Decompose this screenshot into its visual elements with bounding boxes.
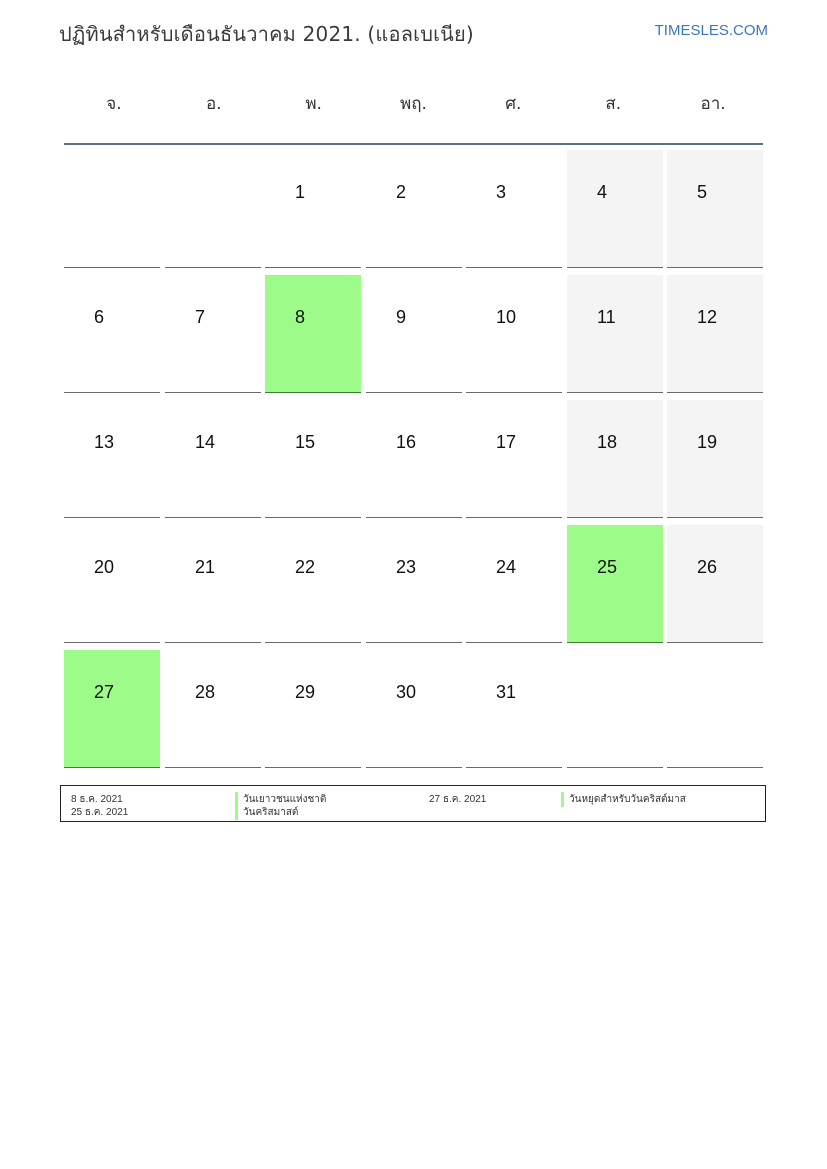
day-number: 31	[496, 682, 517, 702]
calendar-day-holiday[interactable]	[567, 525, 663, 643]
legend-date: 27 ธ.ค. 2021	[429, 794, 487, 805]
brand-link[interactable]: TIMESLES.COM	[654, 22, 768, 39]
day-number: 22	[295, 557, 316, 577]
calendar-week-row	[64, 400, 764, 525]
calendar-week-row	[64, 150, 764, 275]
calendar-day[interactable]	[64, 275, 160, 393]
day-number: 27	[94, 682, 115, 702]
calendar-day[interactable]	[667, 275, 763, 393]
calendar-day[interactable]	[265, 525, 361, 643]
calendar-week-row	[64, 525, 764, 650]
day-number: 11	[597, 307, 616, 327]
day-number: 10	[496, 307, 517, 327]
day-number: 23	[396, 557, 417, 577]
day-number: 28	[195, 682, 216, 702]
day-number: 1	[295, 182, 306, 202]
calendar-day[interactable]	[165, 525, 261, 643]
day-number: 19	[697, 432, 718, 452]
weekday-label: พ.	[305, 94, 322, 114]
calendar-day[interactable]	[165, 275, 261, 393]
calendar-day-empty	[567, 650, 663, 768]
calendar-day[interactable]	[366, 275, 462, 393]
day-number: 2	[396, 182, 407, 202]
day-number: 15	[295, 432, 316, 452]
calendar-week-row	[64, 275, 764, 400]
calendar-day[interactable]	[466, 650, 562, 768]
weekday-label: ศ.	[505, 94, 522, 114]
day-number: 8	[295, 307, 306, 327]
day-number: 29	[295, 682, 316, 702]
calendar-day-holiday[interactable]	[64, 650, 160, 768]
calendar-day[interactable]	[366, 650, 462, 768]
calendar-week-row	[64, 650, 764, 775]
day-number: 24	[496, 557, 517, 577]
day-number: 3	[496, 182, 507, 202]
calendar-day[interactable]	[466, 275, 562, 393]
calendar-day[interactable]	[567, 400, 663, 518]
legend-holiday-name: วันหยุดสำหรับวันคริสต์มาส	[561, 792, 686, 807]
calendar-day-holiday[interactable]	[265, 275, 361, 393]
calendar-day-empty	[667, 650, 763, 768]
day-number: 26	[697, 557, 718, 577]
day-number: 21	[195, 557, 216, 577]
day-number: 9	[396, 307, 407, 327]
day-number: 5	[697, 182, 708, 202]
calendar-day[interactable]	[466, 525, 562, 643]
legend-date: 8 ธ.ค. 2021	[71, 794, 123, 805]
calendar-day[interactable]	[466, 150, 562, 268]
day-number: 4	[597, 182, 608, 202]
weekday-label: ส.	[605, 94, 622, 114]
calendar-day-empty	[64, 150, 160, 268]
legend-date: 25 ธ.ค. 2021	[71, 807, 129, 818]
calendar-day[interactable]	[667, 150, 763, 268]
calendar-day-empty	[165, 150, 261, 268]
holiday-legend	[60, 785, 766, 822]
day-number: 18	[597, 432, 618, 452]
weekday-label: อ.	[205, 94, 222, 114]
calendar-day[interactable]	[366, 150, 462, 268]
calendar-day[interactable]	[165, 400, 261, 518]
calendar-day[interactable]	[165, 650, 261, 768]
calendar-day[interactable]	[667, 525, 763, 643]
weekday-label: จ.	[106, 94, 122, 114]
calendar-day[interactable]	[265, 150, 361, 268]
weekday-label: พฤ.	[400, 94, 427, 114]
day-number: 13	[94, 432, 115, 452]
page-title: ปฏิทินสำหรับเดือนธันวาคม 2021. (แอลเบเนีย)	[59, 22, 474, 46]
calendar-day[interactable]	[567, 150, 663, 268]
day-number: 14	[195, 432, 216, 452]
legend-holiday-name: วันคริสมาสต์	[235, 805, 298, 820]
day-number: 12	[697, 307, 718, 327]
calendar-day[interactable]	[265, 400, 361, 518]
calendar-day[interactable]	[366, 400, 462, 518]
calendar-day[interactable]	[466, 400, 562, 518]
day-number: 7	[195, 307, 206, 327]
day-number: 6	[94, 307, 105, 327]
calendar-day[interactable]	[567, 275, 663, 393]
calendar-day[interactable]	[667, 400, 763, 518]
calendar-day[interactable]	[366, 525, 462, 643]
day-number: 17	[496, 432, 517, 452]
calendar-day[interactable]	[64, 400, 160, 518]
calendar-day[interactable]	[265, 650, 361, 768]
legend-holiday-name: วันเยาวชนแห่งชาติ	[235, 792, 326, 807]
calendar-grid	[64, 150, 764, 775]
day-number: 25	[597, 557, 618, 577]
day-number: 16	[396, 432, 417, 452]
weekday-header-row	[64, 80, 763, 145]
calendar-day[interactable]	[64, 525, 160, 643]
day-number: 30	[396, 682, 417, 702]
weekday-label: อา.	[700, 94, 726, 114]
day-number: 20	[94, 557, 115, 577]
